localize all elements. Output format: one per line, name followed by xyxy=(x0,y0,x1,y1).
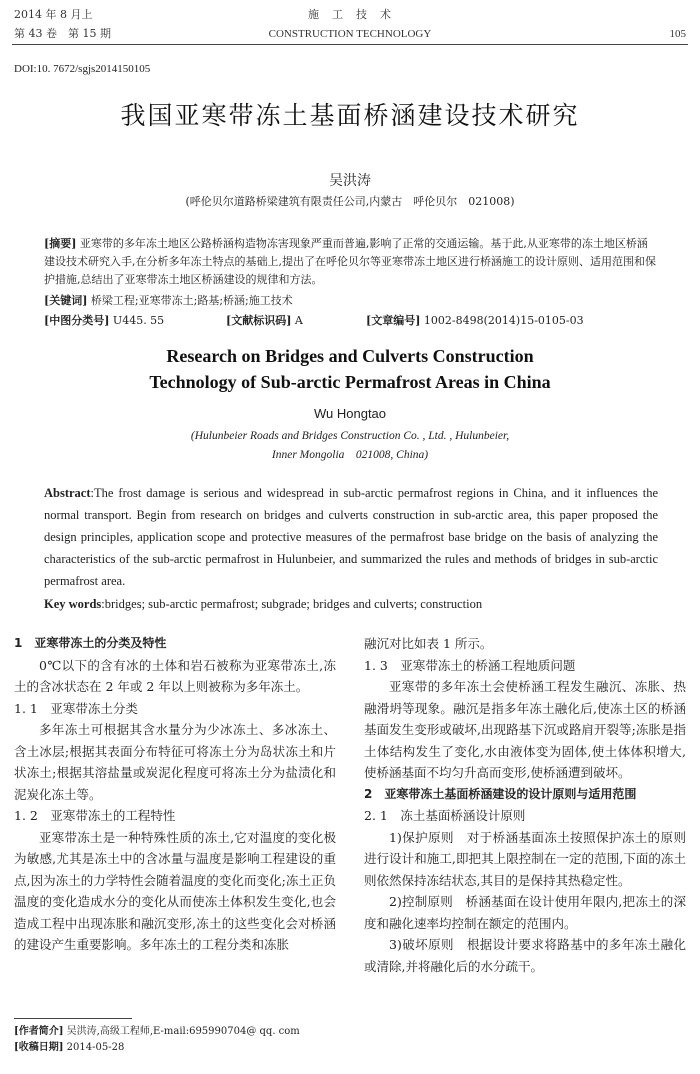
english-title-line2: Technology of Sub-arctic Permafrost Areas in China xyxy=(149,372,551,392)
article-number-label: [文章编号] xyxy=(366,314,421,327)
right-column xyxy=(364,633,686,977)
section-1-1-title: 1. 1 亚寒带冻土分类 xyxy=(14,700,138,716)
abstract-en-text: :The frost damage is serious and widespread in sub-arctic permafrost regions in China, and it influences the normal transport. Begin from research on bridges and culverts construction in sub-arctic area, this paper proposed the design principles, application scope and protective measures of the permafrost base bridge on the basis of analyzing the characteristics of the sub-arctic permafrost in Hulunbeier, and summarized the rules and methods of bridges in sub-arctic permafrost area. xyxy=(44,486,658,588)
section-1-2-paragraph: 亚寒带冻土是一种特殊性质的冻土,它对温度的变化极为敏感,尤其是冻土中的含冰量与温度是影响工程建设的重点,因为冻土的力学特性会随着温度的变化而变化;冻土正负温度的变化造成水分的变化从而使冻土体积发生变化,也会造成工程中出现冻胀和融沉变形,冻土的这些变化会对桥涵的建设产生重要影响。多年冻土的工程分类和冻胀 xyxy=(14,829,336,952)
header-rule xyxy=(12,44,688,45)
section-1-paragraph: 0℃以下的含有冰的土体和岩石被称为亚寒带冻土,冻土的含冰状态在 2 年或 2 年以上则被称为多年冻土。 xyxy=(14,657,336,694)
keywords-cn-text: 桥梁工程;亚寒带冻土;路基;桥涵;施工技术 xyxy=(90,294,293,307)
keywords-en-text: :bridges; sub-arctic permafrost; subgrade; bridges and culverts; construction xyxy=(101,597,483,611)
principle-control: 2)控制原则 桥涵基面在设计使用年限内,把冻土的深度和融化速率均控制在额定的范围内。 xyxy=(364,894,686,931)
page-title: 我国亚寒带冻土基面桥涵建设技术研究 xyxy=(120,101,580,130)
page-number: 105 xyxy=(669,28,686,40)
keywords-en xyxy=(44,593,658,615)
footnote-author xyxy=(14,1024,344,1039)
affiliation-en-line2: Inner Mongolia 021008, China) xyxy=(271,449,429,461)
article-number xyxy=(366,312,584,330)
keywords-cn-label: [关键词] xyxy=(44,294,88,307)
issue-date: 2014 年 8 月上 xyxy=(14,8,93,21)
abstract-cn-label: [摘要] xyxy=(44,237,77,250)
left-column xyxy=(14,633,336,956)
section-2-1-title: 2. 1 冻土基面桥涵设计原则 xyxy=(364,808,526,823)
doi: DOI:10. 7672/sgjs2014150105 xyxy=(14,63,151,75)
section-1-3-paragraph: 亚寒带的多年冻土会使桥涵工程发生融沉、冻胀、热融滑坍等现象。融沉是指多年冻土融化后,使冻土区的桥涵基面发生变形或破坏,出现路基下沉或路肩开裂等;冻胀是指土体结构发生了变化,水由液体变为固体,使土体体积增大,使桥涵基面不均匀升高而变形,使桥涵遭到破坏。 xyxy=(364,679,686,780)
keywords-cn xyxy=(44,292,658,310)
abstract-en-label: Abstract xyxy=(44,486,91,500)
continued-text: 融沉对比如表 1 所示。 xyxy=(364,636,493,651)
affiliation-cn: (呼伦贝尔道路桥梁建筑有限责任公司,内蒙古 呼伦贝尔 021008) xyxy=(185,195,515,208)
doc-code xyxy=(226,312,303,330)
abstract-cn-text: 亚寒带的多年冻土地区公路桥涵构造物冻害现象严重而普遍,影响了正常的交通运输。基于此,从亚寒带的冻土地区桥涵建设技术研究入手,在分析多年冻土特点的基础上,提出了在呼伦贝尔等亚寒带冻土地区进行桥涵施工的设计原则、适用范围和保护措施,总结出了亚寒带冻土地区桥涵建设的规律和方法。 xyxy=(44,237,656,286)
english-title-line1: Research on Bridges and Culverts Construction xyxy=(166,346,534,366)
section-2-title: 2 亚寒带冻土基面桥涵建设的设计原则与适用范围 xyxy=(364,786,637,801)
section-1-3-title: 1. 3 亚寒带冻土的桥涵工程地质问题 xyxy=(364,657,576,673)
doc-code-label: [文献标识码] xyxy=(226,314,292,327)
footnote-date xyxy=(14,1040,344,1055)
section-1-1-paragraph: 多年冻土可根据其含水量分为少冰冻土、多冰冻土、含土冰层;根据其表面分布特征可将冻土分为岛状冻土和片状冻土;根据其溶盐量或炭泥化程度可将冻土分为盐渍化和泥炭化冻土等。 xyxy=(14,722,336,802)
article-number-value: 1002-8498(2014)15-0105-03 xyxy=(423,314,584,327)
doc-code-value: A xyxy=(294,314,303,327)
clc-value: U445. 55 xyxy=(112,314,165,327)
footnote-author-text: 吴洪涛,高级工程师,E-mail:695990704@ qq. com xyxy=(66,1026,300,1037)
section-1-2-title: 1. 2 亚寒带冻土的工程特性 xyxy=(14,808,176,823)
journal-name-en: CONSTRUCTION TECHNOLOGY xyxy=(268,28,432,40)
volume-issue: 第 43 卷 第 15 期 xyxy=(14,27,111,40)
abstract-cn xyxy=(44,235,658,289)
footnote-rule xyxy=(14,1018,132,1019)
keywords-en-label: Key words xyxy=(44,597,102,611)
author-en: Wu Hongtao xyxy=(313,406,387,421)
section-1-title: 1 亚寒带冻土的分类及特性 xyxy=(14,636,167,650)
principle-protection: 1)保护原则 对于桥涵基面冻土按照保护冻土的原则进行设计和施工,即把其上限控制在一定的范围,下面的冻土则依然保持冻结状态,其目的是保持其热稳定性。 xyxy=(364,829,686,888)
footnote-date-label: [收稿日期] xyxy=(14,1042,64,1053)
abstract-en xyxy=(44,482,658,592)
journal-name-cn: 施 工 技 术 xyxy=(308,8,392,21)
footnote-date-text: 2014-05-28 xyxy=(66,1042,125,1053)
author-cn: 吴洪涛 xyxy=(329,173,371,189)
footnote-author-label: [作者简介] xyxy=(14,1026,64,1037)
principle-destruction: 3)破坏原则 根据设计要求将路基中的多年冻土融化或清除,并将融化后的水分疏干。 xyxy=(364,937,686,974)
clc-label: [中图分类号] xyxy=(44,314,110,327)
affiliation-en-line1: (Hulunbeier Roads and Bridges Construction Co. , Ltd. , Hulunbeier, xyxy=(190,430,510,442)
